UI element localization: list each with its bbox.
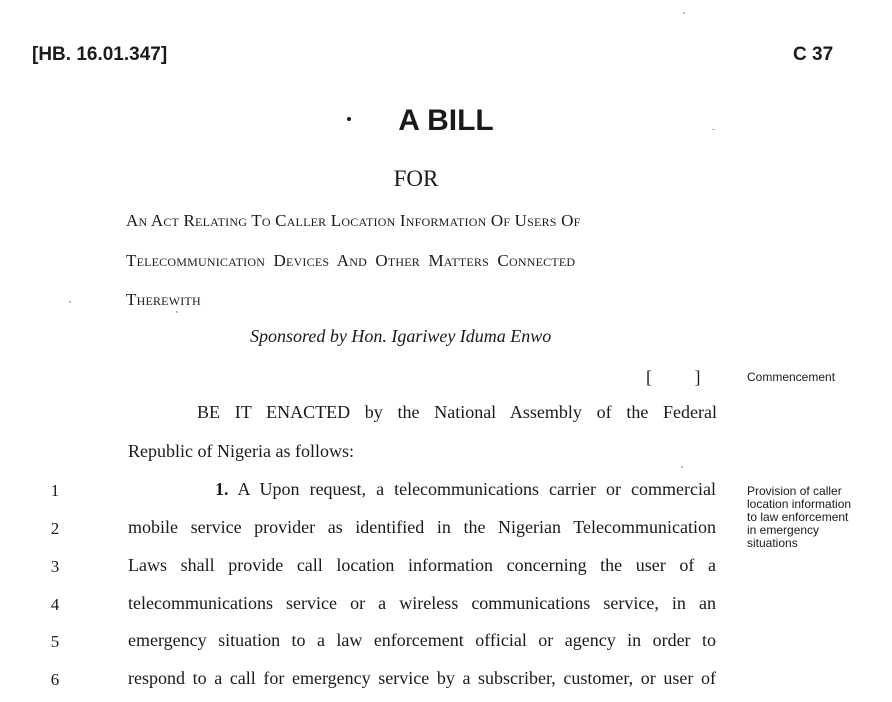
scan-speck [712, 129, 715, 130]
page-code: C 37 [793, 44, 834, 65]
body-line-1 [215, 479, 716, 500]
for-label: FOR [393, 166, 439, 191]
scan-speck [683, 12, 685, 14]
body-line-5: emergency situation to a law enforcement official or agency in order to [128, 630, 716, 650]
act-title-line: An Act Relating To Caller Location Information Of Users Of [126, 211, 581, 230]
body-line-text: A Upon request, a telecommunications carrier or commercial [237, 479, 716, 499]
line-number: 1 [50, 481, 60, 500]
section-number: 1. [215, 479, 229, 499]
act-title-line: Telecommunication Devices And Other Matters Connected [126, 251, 576, 270]
commencement-brackets: [ ] [646, 367, 701, 387]
enacting-clause-line: BE IT ENACTED by the National Assembly of the Federal [197, 402, 717, 422]
bill-title: A BILL [398, 104, 494, 137]
enacting-clause-line: Republic of Nigeria as follows: [128, 441, 354, 461]
margin-note-commencement: Commencement [747, 370, 836, 384]
line-number: 5 [50, 632, 60, 651]
line-number: 2 [50, 519, 60, 538]
line-number: 6 [50, 670, 60, 689]
margin-note-section-1: Provision of caller location information to law enforcement in emergency situations [747, 484, 852, 550]
body-line-6: respond to a call for emergency service by a subscriber, customer, or user of [128, 668, 716, 688]
sponsor-line: Sponsored by Hon. Igariwey Iduma Enwo [250, 326, 552, 346]
bill-reference: [HB. 16.01.347] [32, 44, 168, 65]
line-number: 3 [50, 557, 60, 576]
scan-speck [176, 311, 178, 313]
act-title-line: Therewith [126, 290, 201, 309]
scan-speck [681, 466, 683, 468]
body-line-2: mobile service provider as identified in the Nigerian Telecommunication [128, 517, 716, 537]
body-line-3: Laws shall provide call location information concerning the user of a [128, 555, 716, 575]
body-line-4: telecommunications service or a wireless communications service, in an [128, 593, 716, 613]
scan-speck [69, 301, 71, 303]
line-number: 4 [50, 595, 60, 614]
